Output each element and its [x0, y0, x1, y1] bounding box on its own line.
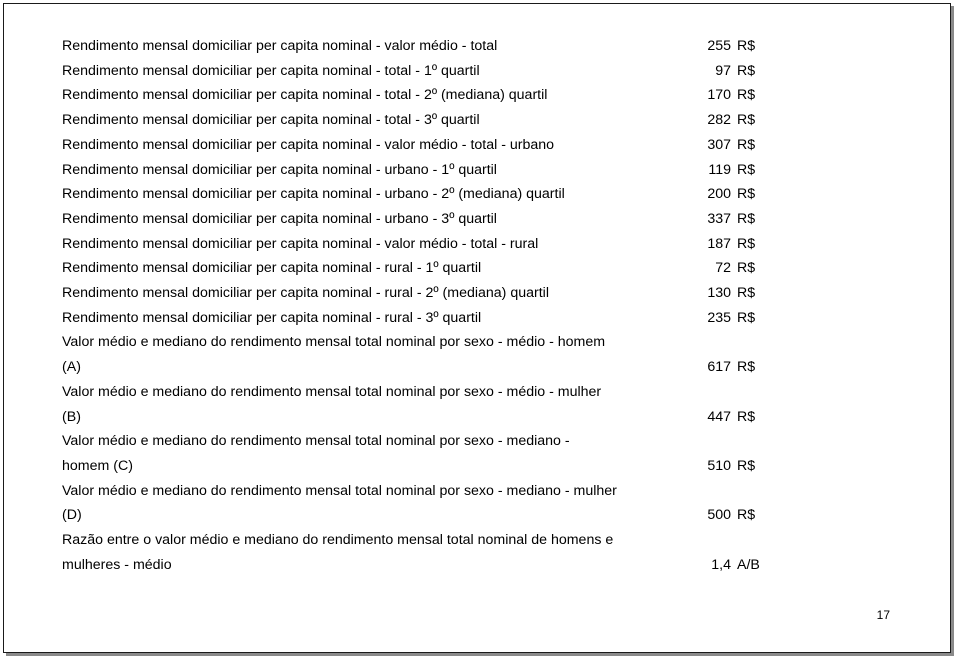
row-label: Rendimento mensal domiciliar per capita nominal - total - 2º (mediana) quartil: [62, 87, 548, 104]
row-unit: R$: [737, 87, 756, 104]
row-unit: R$: [737, 309, 756, 326]
row-unit: R$: [737, 285, 756, 302]
table-row: [62, 429, 756, 478]
row-label: Razão entre o valor médio e mediano do rendimento mensal total nominal de homens e mulheres - médio: [62, 532, 614, 573]
row-unit: R$: [737, 112, 756, 129]
row-unit: R$: [737, 136, 756, 153]
row-unit: R$: [737, 408, 756, 425]
row-label: Rendimento mensal domiciliar per capita nominal - valor médio - total: [62, 38, 498, 54]
row-value: 72: [715, 260, 731, 277]
table-row: [62, 330, 756, 379]
row-unit: R$: [737, 38, 756, 54]
row-value: 235: [707, 309, 731, 326]
row-value: 187: [707, 235, 731, 252]
row-label: Valor médio e mediano do rendimento mensal total nominal por sexo - médio - mulher (B): [62, 383, 602, 425]
page-number: 17: [876, 608, 890, 622]
row-unit: R$: [737, 507, 756, 524]
table-row: [62, 133, 756, 158]
row-label: Valor médio e mediano do rendimento mensal total nominal por sexo - mediano - mulher (D): [62, 482, 617, 524]
table-row: [62, 306, 756, 331]
row-label: Valor médio e mediano do rendimento mensal total nominal por sexo - médio - homem (A): [62, 334, 606, 376]
table-row: [62, 528, 760, 577]
row-unit: R$: [737, 260, 756, 277]
row-label: Rendimento mensal domiciliar per capita nominal - total - 3º quartil: [62, 112, 480, 129]
row-value: 307: [707, 136, 731, 153]
row-unit: R$: [737, 359, 756, 376]
table-row: [62, 34, 756, 59]
row-unit: A/B: [737, 556, 760, 573]
row-unit: R$: [737, 161, 756, 178]
row-value: 119: [708, 161, 731, 178]
row-label: Rendimento mensal domiciliar per capita nominal - valor médio - total - rural: [62, 235, 539, 252]
row-value: 447: [707, 408, 731, 425]
table-row: [62, 182, 756, 207]
row-unit: R$: [737, 186, 756, 203]
row-unit: R$: [737, 210, 756, 227]
row-unit: R$: [737, 235, 756, 252]
row-value: 255: [707, 38, 731, 54]
row-unit: R$: [737, 62, 756, 79]
row-label: Rendimento mensal domiciliar per capita nominal - rural - 3º quartil: [62, 309, 482, 326]
table-row: [62, 207, 756, 232]
row-value: 97: [715, 62, 731, 79]
row-label: Valor médio e mediano do rendimento mensal total nominal por sexo - mediano - homem (C): [62, 433, 570, 474]
row-label: Rendimento mensal domiciliar per capita nominal - urbano - 2º (mediana) quartil: [62, 186, 565, 203]
row-value: 500: [707, 507, 731, 524]
row-value: 1,4: [711, 556, 731, 573]
row-value: 617: [707, 359, 731, 376]
row-value: 130: [707, 285, 731, 302]
row-label: Rendimento mensal domiciliar per capita nominal - urbano - 1º quartil: [62, 161, 497, 178]
row-label: Rendimento mensal domiciliar per capita nominal - total - 1º quartil: [62, 62, 480, 79]
row-value: 170: [707, 87, 731, 104]
row-value: 282: [707, 112, 731, 129]
row-label: Rendimento mensal domiciliar per capita nominal - valor médio - total - urbano: [62, 136, 555, 153]
table-row: [62, 479, 756, 528]
row-label: Rendimento mensal domiciliar per capita nominal - rural - 1º quartil: [62, 260, 482, 277]
row-unit: R$: [737, 457, 756, 474]
table-row: [62, 83, 756, 108]
table-row: [62, 256, 756, 281]
row-value: 510: [707, 457, 731, 474]
table-row: [62, 232, 756, 257]
row-label: Rendimento mensal domiciliar per capita nominal - rural - 2º (mediana) quartil: [62, 285, 549, 302]
table-row: [62, 158, 756, 183]
table-row: [62, 281, 756, 306]
row-label: Rendimento mensal domiciliar per capita nominal - urbano - 3º quartil: [62, 210, 497, 227]
income-table: [62, 34, 760, 577]
document-page: [3, 3, 951, 653]
table-row: [62, 59, 756, 84]
table-row: [62, 380, 756, 429]
table-row: [62, 108, 756, 133]
row-value: 200: [707, 186, 731, 203]
row-value: 337: [707, 210, 731, 227]
